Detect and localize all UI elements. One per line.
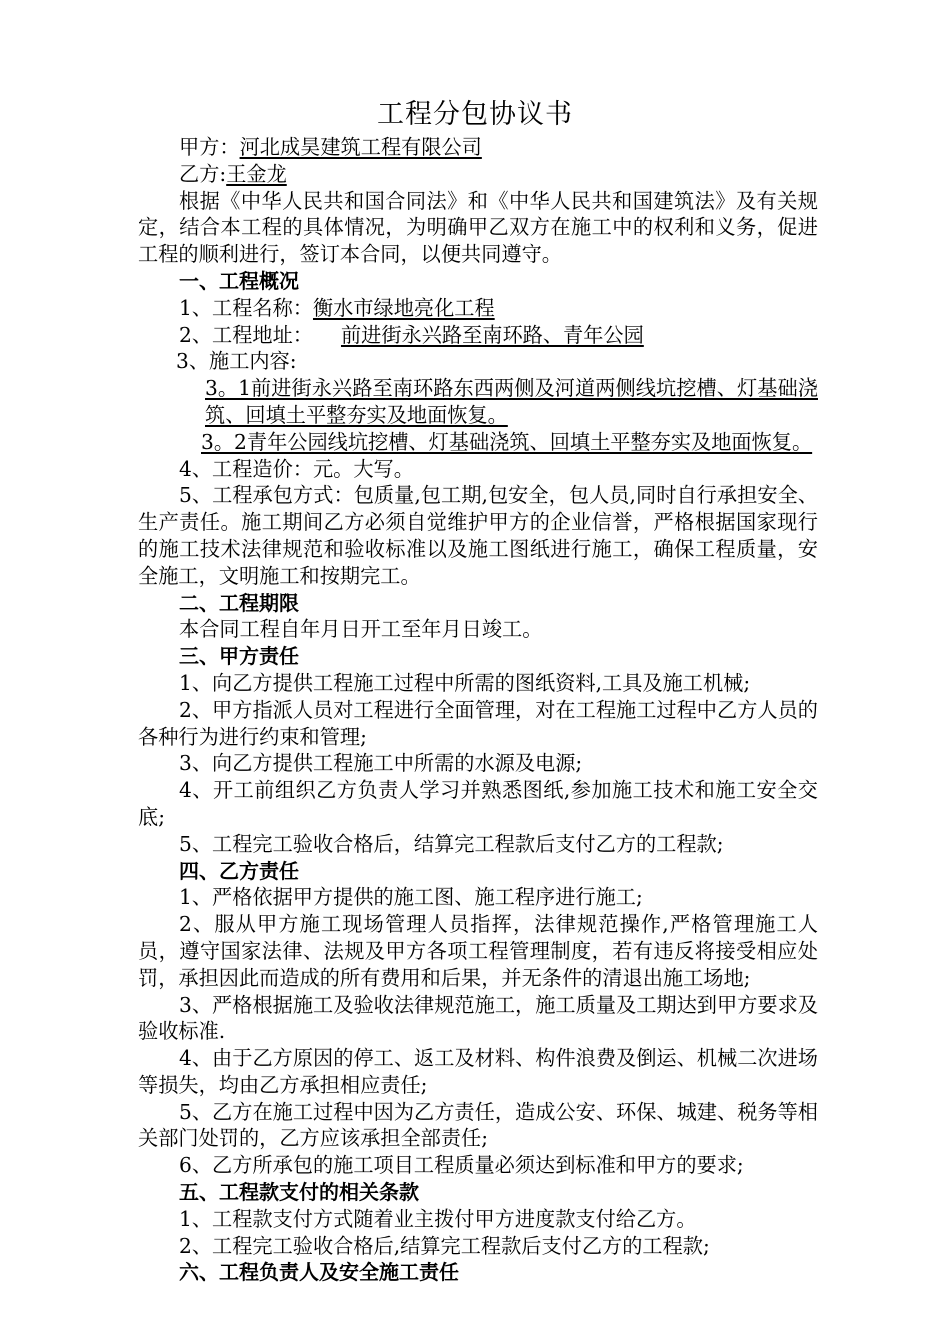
project-name-label: 1、工程名称：: [179, 295, 313, 320]
construction-content-2: [138, 429, 818, 456]
party-b-name: 王金龙: [226, 161, 287, 186]
section-3-heading: 三、甲方责任: [179, 644, 299, 669]
party-b-duty: 4、由于乙方原因的停工、返工及材料、构件浪费及倒运、机械二次进场等损失，均由乙方承担相应责任;: [138, 1046, 818, 1097]
party-a-label: 甲方：: [179, 135, 240, 159]
party-b-duty: 2、服从甲方施工现场管理人员指挥，法律规范操作,严格管理施工人员，遵守国家法律、法规及甲方各项工程管理制度，若有违反将接受相应处罚，承担因此而造成的所有费用和后果，并无条件的清退出施工场地;: [138, 912, 818, 990]
section-4-heading: 四、乙方责任: [179, 858, 299, 883]
project-address-value: [313, 323, 644, 347]
document-body: [138, 134, 818, 1286]
party-a-duty: 2、甲方指派人员对工程进行全面管理，对在工程施工过程中乙方人员的各种行为进行约束和管理;: [138, 697, 818, 749]
duration-text: 本合同工程自年月日开工至年月日竣工。: [179, 617, 543, 642]
party-b-duty: 6、乙方所承包的施工项目工程质量必须达到标准和甲方的要求;: [179, 1153, 744, 1178]
construction-content-label: 3、施工内容:: [176, 349, 297, 374]
party-b-line: [138, 161, 818, 188]
party-b-duty: 3、严格根据施工及验收法律规范施工，施工质量及工期达到甲方要求及验收标准.: [138, 992, 818, 1044]
preamble: 根据《中华人民共和国合同法》和《中华人民共和国建筑法》及有关规定，结合本工程的具体情况，为明确甲乙双方在施工中的权利和义务，促进工程的顺利进行，签订本合同，以便共同遵守。: [138, 188, 818, 267]
party-a-duty: 4、开工前组织乙方负责人学习并熟悉图纸,参加施工技术和施工安全交底;: [138, 778, 818, 829]
party-a-duty: 1、向乙方提供工程施工过程中所需的图纸资料,工具及施工机械;: [179, 670, 751, 695]
project-name-line: [138, 295, 818, 322]
section-1-heading: 一、工程概况: [179, 268, 299, 293]
party-b-duty: 1、严格依据甲方提供的施工图、施工程序进行施工;: [179, 885, 643, 910]
project-address-label: 2、工程地址：: [179, 322, 313, 347]
party-a-name: 河北成昊建筑工程有限公司: [239, 135, 482, 159]
project-cost: 4、工程造价：元。大写。: [179, 456, 414, 481]
party-b-duty: 5、乙方在施工过程中因为乙方责任，造成公安、环保、城建、税务等相关部门处罚的，乙方应该承担全部责任;: [138, 1099, 818, 1151]
party-a-line: [138, 134, 818, 161]
section-2-heading: 二、工程期限: [179, 590, 299, 615]
project-address-line: [138, 322, 818, 349]
section-5-heading: 五、工程款支付的相关条款: [179, 1180, 419, 1205]
construction-content-2-text: 3。2青年公园线坑挖槽、灯基础浇筑、回填土平整夯实及地面恢复。: [201, 429, 813, 454]
document-title: 工程分包协议书: [377, 99, 573, 130]
section-6-heading: 六、工程负责人及安全施工责任: [179, 1260, 459, 1285]
project-address-text: 前进街永兴路至南环路、青年公园: [340, 322, 644, 347]
construction-content-1-text: 3。1前进街永兴路至南环路东西两侧及河道两侧线坑挖槽、灯基础浇筑、回填土平整夯实及地面恢复。: [205, 376, 818, 427]
project-name-value: 衡水市绿地亮化工程: [312, 295, 495, 320]
construction-content-1: [138, 375, 818, 429]
payment-term: 2、工程完工验收合格后,结算完工程款后支付乙方的工程款;: [179, 1233, 710, 1258]
contract-method: 5、工程承包方式：包质量,包工期,包安全，包人员,同时自行承担安全、生产责任。施工期间乙方必须自觉维护甲方的企业信誉，严格根据国家现行的施工技术法律规范和验收标准以及施工图纸进行施工，确保工程质量，安全施工，文明施工和按期完工。: [138, 483, 818, 588]
party-a-duty: 5、工程完工验收合格后，结算完工程款后支付乙方的工程款;: [179, 831, 724, 856]
payment-term: 1、工程款支付方式随着业主拨付甲方进度款支付给乙方。: [179, 1206, 697, 1231]
party-b-label: 乙方:: [179, 161, 227, 186]
party-a-duty: 3、向乙方提供工程施工中所需的水源及电源;: [179, 751, 583, 776]
